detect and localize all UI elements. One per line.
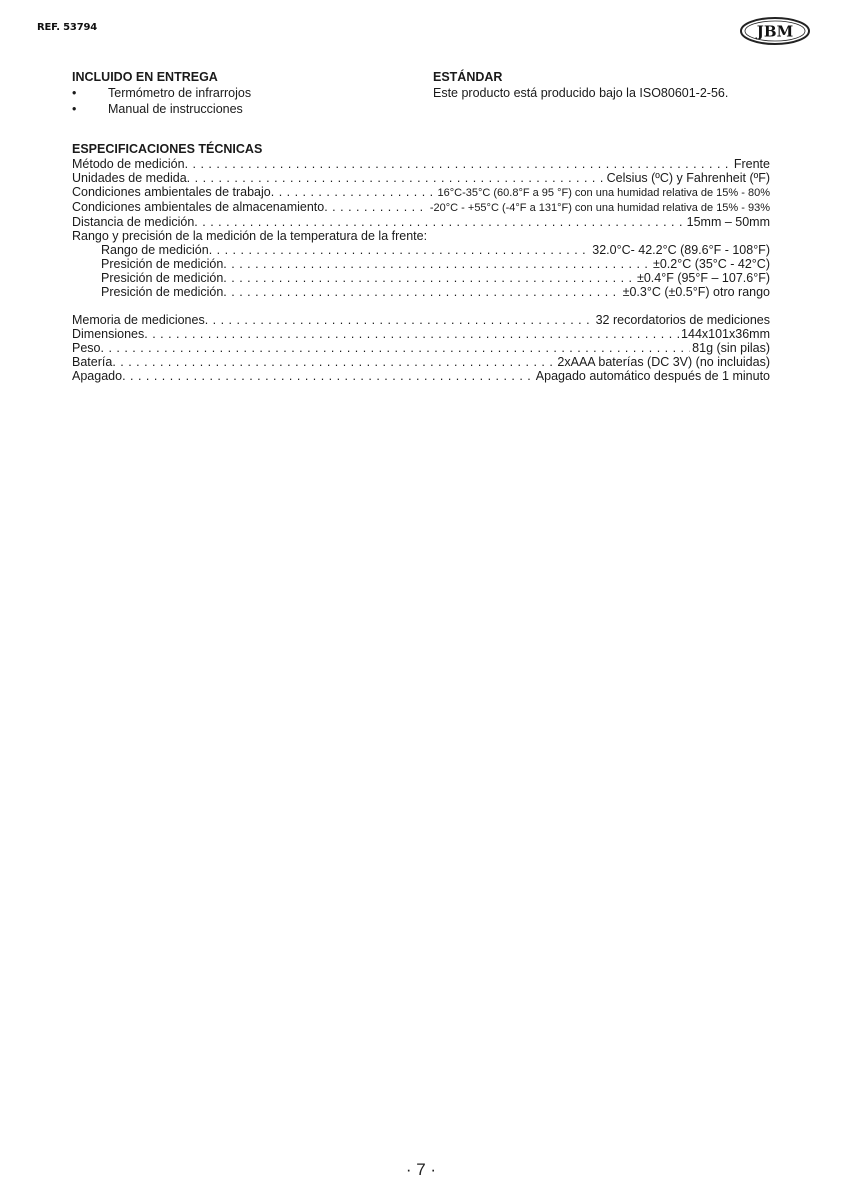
spec-row xyxy=(72,369,770,383)
spec-label: Condiciones ambientales de almacenamiento xyxy=(72,200,325,214)
spec-row xyxy=(72,171,770,185)
dot-leader xyxy=(185,157,732,171)
spec-value: Celsius (ºC) y Fahrenheit (ºF) xyxy=(606,171,770,185)
spec-value: ±0.4°F (95°F – 107.6°F) xyxy=(636,271,770,285)
page-number: · 7 · xyxy=(405,1160,437,1179)
dot-leader xyxy=(187,171,605,185)
spec-label: Batería xyxy=(72,355,113,369)
spec-label: Dimensiones xyxy=(72,327,145,341)
spec-label: Distancia de medición xyxy=(72,215,195,229)
dot-leader xyxy=(205,313,594,327)
range-row xyxy=(72,271,770,285)
dot-leader xyxy=(194,215,684,229)
included-section xyxy=(72,69,402,117)
spec-label: Peso xyxy=(72,341,101,355)
spec-label: Presición de medición xyxy=(101,285,224,299)
spec-row xyxy=(72,341,770,355)
spec-label: Unidades de medida xyxy=(72,171,187,185)
standard-text: Este producto está producido bajo la ISO80601-2-56. xyxy=(433,86,729,100)
dot-leader xyxy=(223,271,635,285)
spec-label: Apagado xyxy=(72,369,123,383)
dot-leader xyxy=(112,355,555,369)
spec-value: Apagado automático después de 1 minuto xyxy=(535,369,770,383)
dot-leader xyxy=(223,285,620,299)
standard-section xyxy=(433,69,783,101)
spec-label: Condiciones ambientales de trabajo xyxy=(72,185,271,199)
dot-leader xyxy=(122,369,534,383)
spec-value: 32.0°C- 42.2°C (89.6°F - 108°F) xyxy=(592,243,770,257)
spec-value: 16°C-35°C (60.8°F a 95 °F) con una humidad relativa de 15% - 80% xyxy=(437,187,770,199)
dot-leader xyxy=(101,341,691,355)
range-row xyxy=(72,243,770,257)
spec-row xyxy=(72,355,770,369)
spec-row xyxy=(72,157,770,171)
spec-label: Presición de medición xyxy=(101,257,224,271)
reference-code: REF. 53794 xyxy=(37,22,97,33)
list-item-text: Manual de instrucciones xyxy=(108,102,243,116)
spec-row xyxy=(72,185,770,200)
spec-value: 144x101x36mm xyxy=(681,327,770,341)
standard-title: ESTÁNDAR xyxy=(433,70,503,84)
spec-label: Presición de medición xyxy=(101,271,224,285)
range-row xyxy=(72,285,770,299)
dot-leader xyxy=(324,200,428,214)
list-item-text: Termómetro de infrarrojos xyxy=(108,86,252,100)
spacer xyxy=(72,299,770,313)
spec-value: 15mm – 50mm xyxy=(686,215,770,229)
jbm-logo xyxy=(739,16,811,46)
spec-label: Rango de medición xyxy=(101,243,209,257)
dot-leader xyxy=(271,185,436,199)
range-heading: Rango y precisión de la medición de la temperatura de la frente: xyxy=(72,229,428,243)
specifications-title: ESPECIFICACIONES TÉCNICAS xyxy=(72,142,263,156)
spec-value: 32 recordatorios de mediciones xyxy=(595,313,770,327)
bullet: • xyxy=(72,102,77,116)
spec-value: ±0.3°C (±0.5°F) otro rango xyxy=(622,285,770,299)
spec-row xyxy=(72,200,770,215)
dot-leader xyxy=(144,327,679,341)
included-title: INCLUIDO EN ENTREGA xyxy=(72,70,218,84)
spec-value: ±0.2°C (35°C - 42°C) xyxy=(652,257,770,271)
bullet: • xyxy=(72,86,77,100)
range-row xyxy=(72,257,770,271)
spec-value: Frente xyxy=(733,157,770,171)
spec-label: Método de medición xyxy=(72,157,185,171)
spec-row xyxy=(72,313,770,327)
list-item xyxy=(72,101,402,117)
list-item xyxy=(72,85,402,101)
spec-row xyxy=(72,327,770,341)
spec-value: 2xAAA baterías (DC 3V) (no incluidas) xyxy=(557,355,770,369)
logo-text: JBM xyxy=(756,22,794,41)
spec-value: 81g (sin pilas) xyxy=(692,341,770,355)
specifications-section xyxy=(72,141,770,383)
spec-row xyxy=(72,215,770,229)
dot-leader xyxy=(223,257,651,271)
spec-value: -20°C - +55°C (-4°F a 131°F) con una humidad relativa de 15% - 93% xyxy=(429,202,770,214)
spec-label: Memoria de mediciones xyxy=(72,313,205,327)
dot-leader xyxy=(209,243,591,257)
